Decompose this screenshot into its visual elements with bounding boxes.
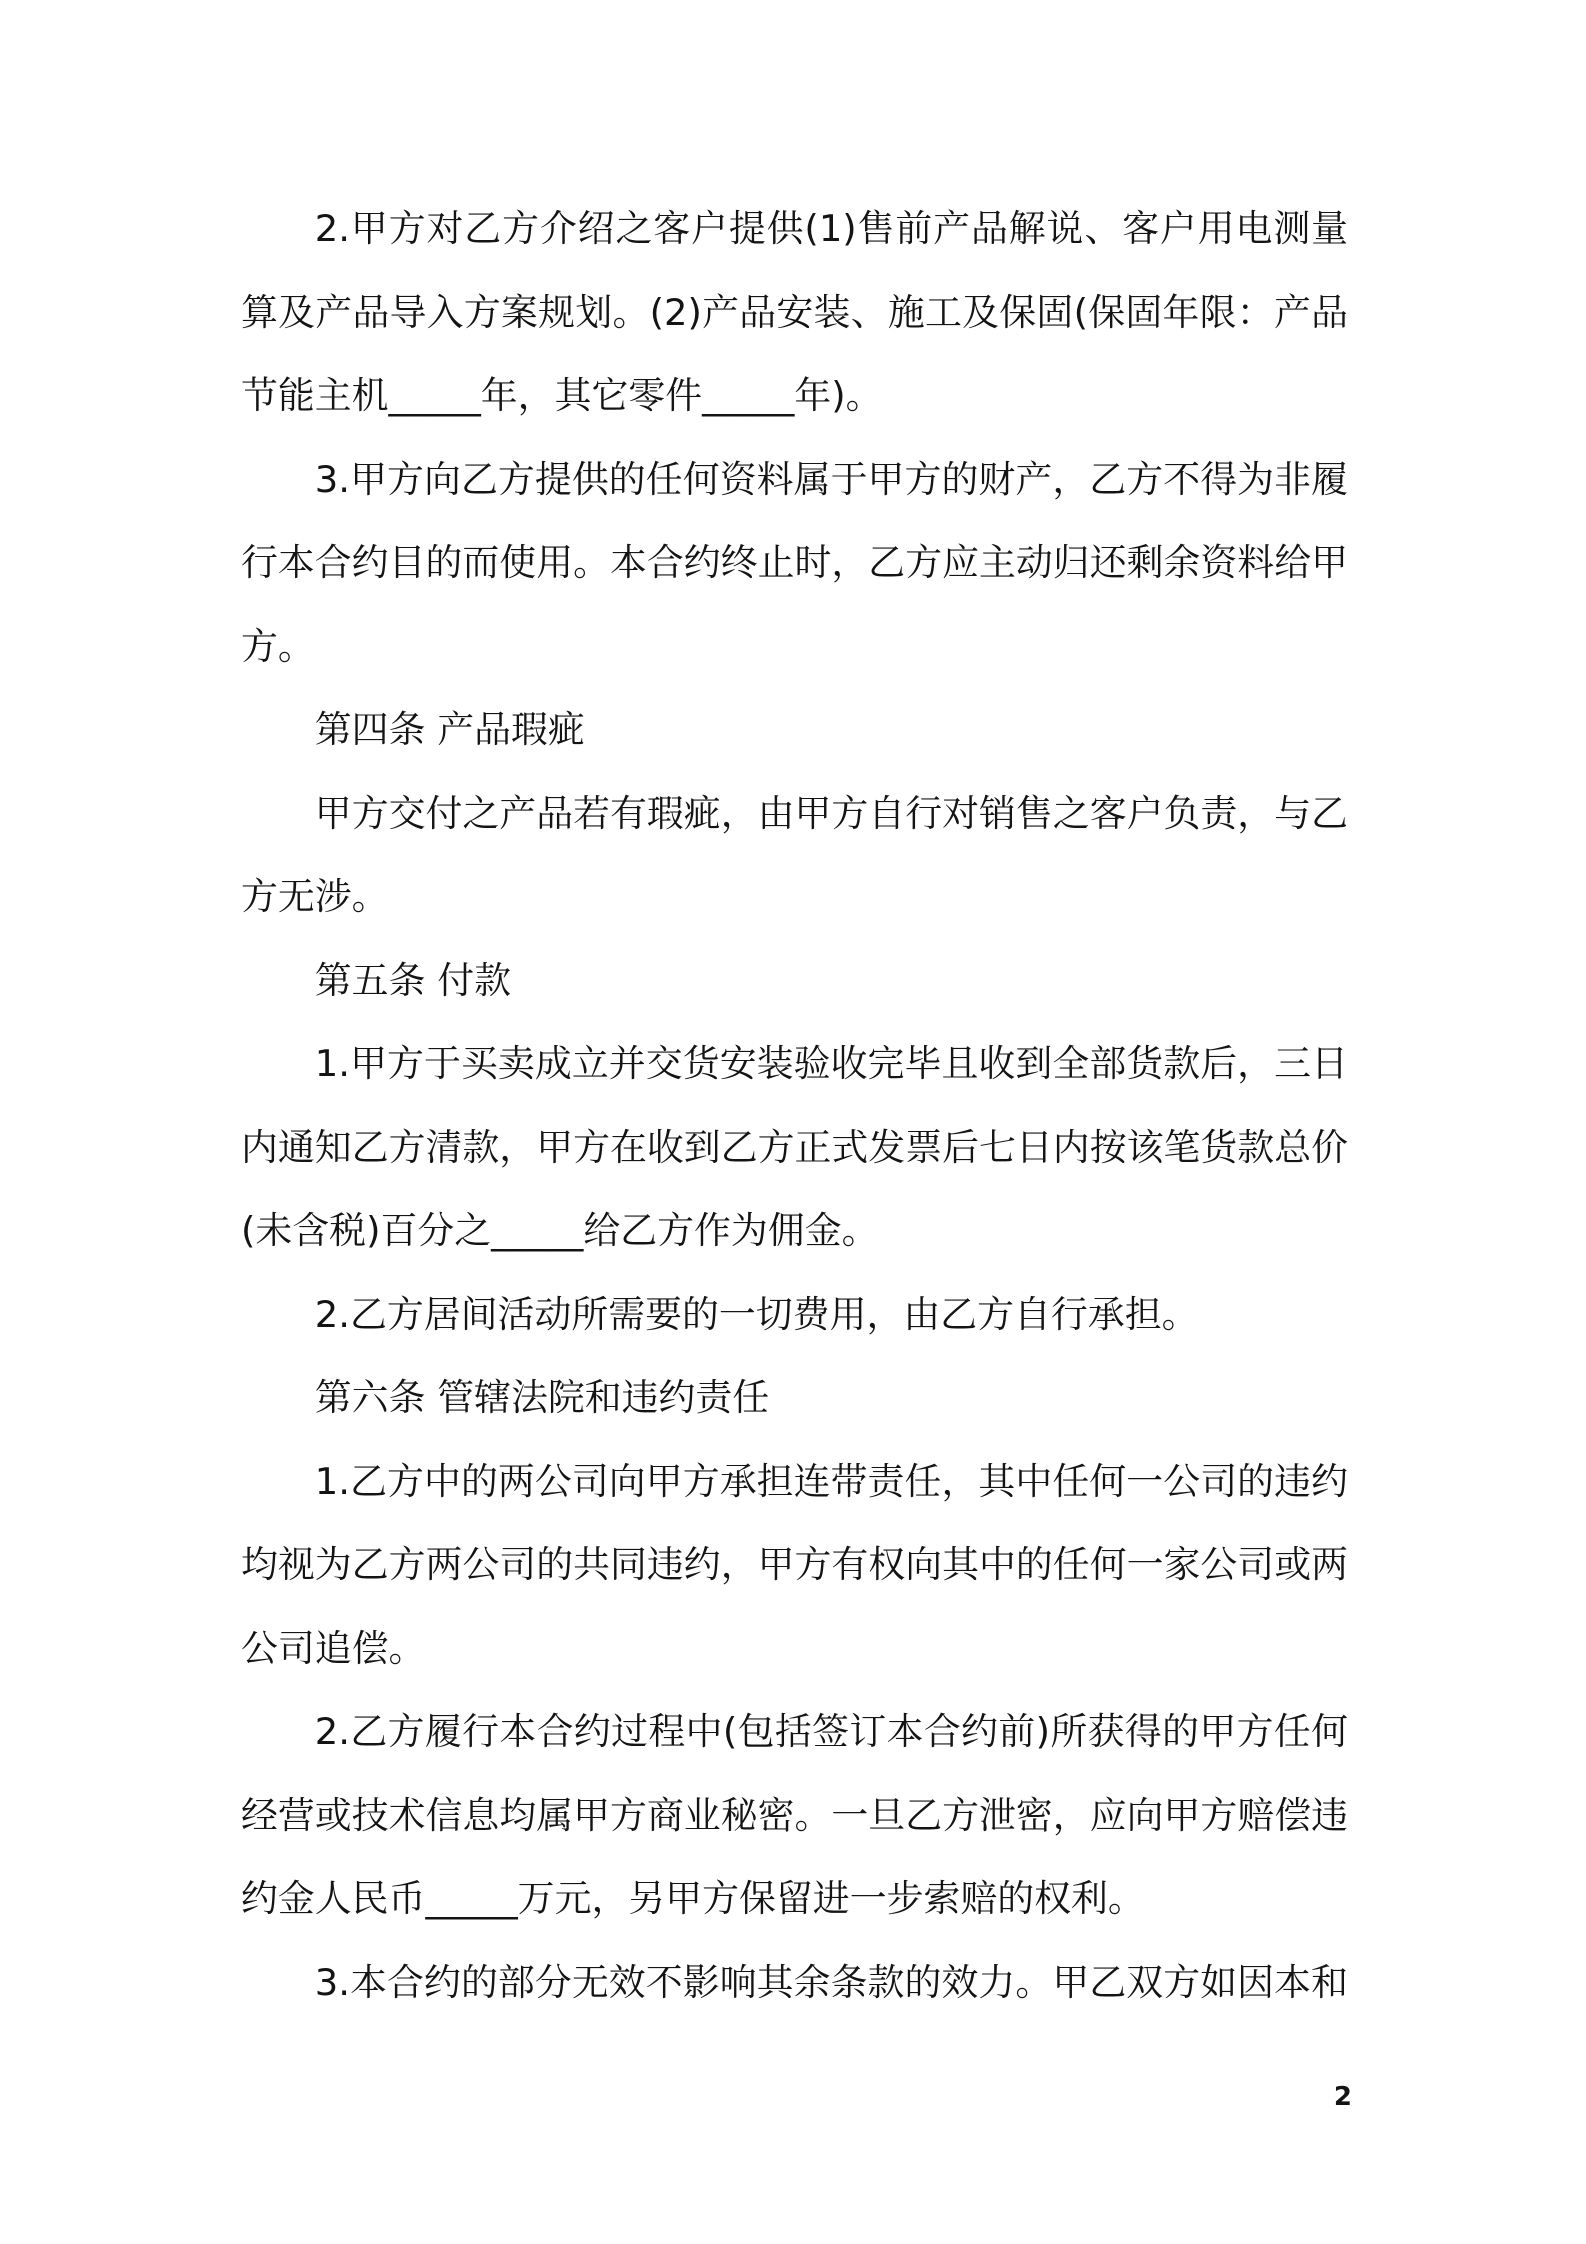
paragraph-line: 均视为乙方两公司的共同违约，甲方有权向其中的任何一家公司或两 xyxy=(241,1543,1348,1586)
paragraph-line: 方。 xyxy=(241,624,315,668)
paragraph-line: 经营或技术信息均属甲方商业秘密。一旦乙方泄密，应向甲方赔偿违 xyxy=(241,1793,1348,1837)
paragraph-line: 方无涉。 xyxy=(241,875,389,918)
section-heading: 第四条 产品瑕疵 xyxy=(314,708,585,751)
paragraph-line: 行本合约目的而使用。本合约终止时，乙方应主动归还剩余资料给甲 xyxy=(241,541,1348,584)
paragraph-line: (未含税)百分之_____给乙方作为佣金。 xyxy=(241,1209,879,1252)
paragraph-severability xyxy=(241,1941,1348,2025)
paragraph-line: 甲方交付之产品若有瑕疵，由甲方自行对销售之客户负责，与乙 xyxy=(314,791,1348,835)
paragraph-line: 内通知乙方清款，甲方在收到乙方正式发票后七日内按该笔货款总价 xyxy=(241,1125,1348,1169)
paragraph-expenses xyxy=(241,1273,1348,1357)
section-heading: 第六条 管辖法院和违约责任 xyxy=(314,1376,770,1419)
paragraph-product-defects xyxy=(241,772,1348,939)
paragraph-warranty-service xyxy=(241,187,1348,438)
paragraph-line: 3.本合约的部分无效不影响其余条款的效力。甲乙双方如因本和 xyxy=(314,1960,1348,2004)
paragraph-commission xyxy=(241,1022,1348,1273)
paragraph-line: 节能主机_____年，其它零件_____年)。 xyxy=(241,374,883,417)
paragraph-line: 2.甲方对乙方介绍之客户提供(1)售前产品解说、客户用电测量 xyxy=(314,207,1348,250)
paragraph-line: 1.甲方于买卖成立并交货安装验收完毕且收到全部货款后，三日 xyxy=(314,1042,1348,1085)
paragraph-line: 公司追偿。 xyxy=(241,1626,426,1670)
paragraph-line: 2.乙方居间活动所需要的一切费用，由乙方自行承担。 xyxy=(314,1292,1199,1336)
document-body xyxy=(241,187,1348,2024)
paragraph-joint-liability xyxy=(241,1440,1348,1691)
page-number: 2 xyxy=(1333,2082,1352,2112)
paragraph-confidentiality xyxy=(241,1690,1348,1941)
paragraph-materials-property xyxy=(241,438,1348,689)
paragraph-line: 2.乙方履行本合约过程中(包括签订本合约前)所获得的甲方任何 xyxy=(314,1710,1348,1753)
paragraph-line: 3.甲方向乙方提供的任何资料属于甲方的财产，乙方不得为非履 xyxy=(314,457,1348,501)
paragraph-line: 1.乙方中的两公司向甲方承担连带责任，其中任何一公司的违约 xyxy=(314,1459,1348,1503)
section-heading: 第五条 付款 xyxy=(314,958,511,1002)
paragraph-line: 约金人民币_____万元，另甲方保留进一步索赔的权利。 xyxy=(241,1877,1145,1920)
paragraph-line: 算及产品导入方案规划。(2)产品安装、施工及保固(保固年限：产品 xyxy=(241,290,1348,334)
